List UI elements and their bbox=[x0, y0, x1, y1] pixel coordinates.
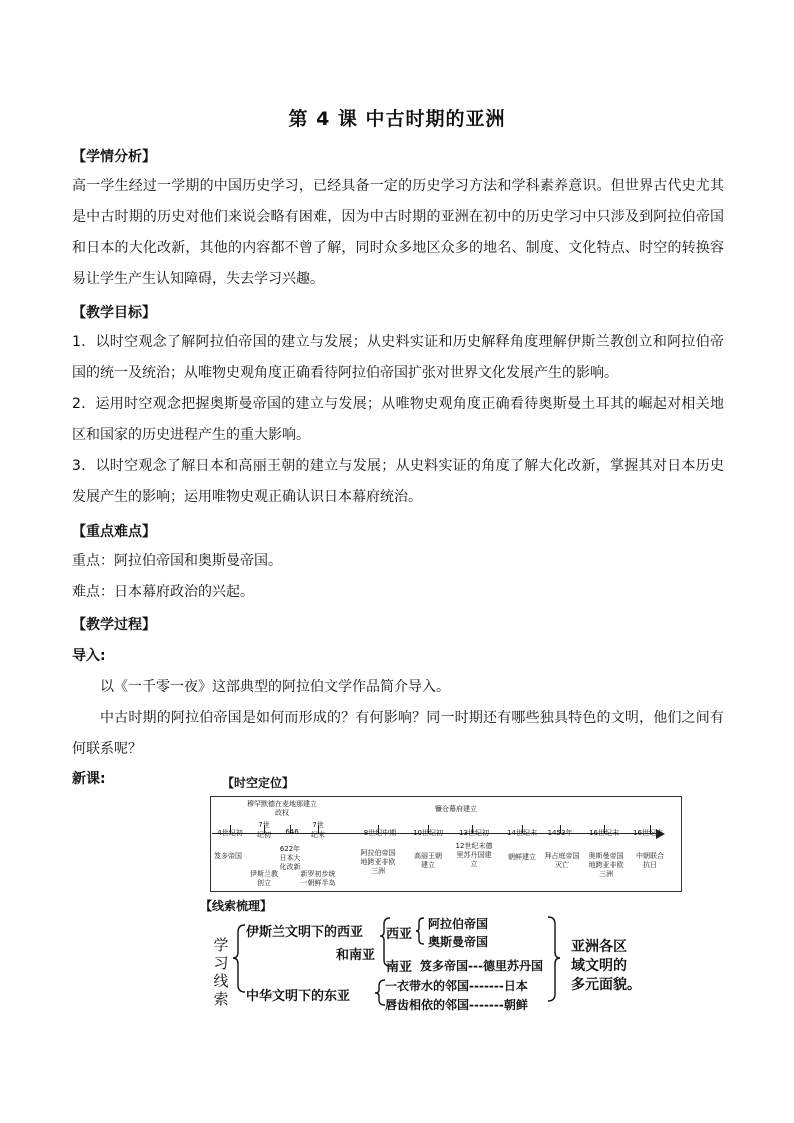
timeline-tick-label: 10世纪初 bbox=[413, 829, 443, 837]
timeline-event: 阿拉伯帝国地跨亚非欧三洲 bbox=[360, 849, 396, 875]
timeline-tick-label: 1453年 bbox=[547, 829, 573, 837]
intro-line-1: 以《一千零一夜》这部典型的阿拉伯文学作品简介导入。 bbox=[100, 679, 450, 695]
clue-heading: 【线索梳理】 bbox=[200, 899, 273, 913]
summary-line: 多元面貌。 bbox=[571, 977, 641, 993]
timeline-tick-label: 8世纪中期 bbox=[363, 829, 397, 837]
timeline-tick-label: 4世纪初 bbox=[217, 829, 243, 837]
timeline-event: 奥斯曼帝国地跨亚非欧三洲 bbox=[588, 852, 624, 878]
timeline-event: 伊斯兰教创立 bbox=[250, 870, 278, 887]
intro-heading: 导入: bbox=[72, 648, 106, 664]
timeline-event: 新罗初步统一朝鲜半岛 bbox=[300, 870, 336, 887]
new-lesson-heading: 新课: bbox=[72, 771, 106, 787]
timeline-tick-label: 13世纪初 bbox=[459, 829, 489, 837]
summary-line: 域文明的 bbox=[571, 958, 627, 974]
timeline-event: 中朝联合抗日 bbox=[636, 852, 664, 869]
timeline-event: 622年日本大化改新 bbox=[279, 845, 301, 871]
side-char: 学 bbox=[213, 936, 229, 954]
timeline-top-event: 穆罕默德在麦地那建立政权 bbox=[247, 800, 317, 817]
goal-2: 2．运用时空观念把握奥斯曼帝国的建立与发展；从唯物史观角度正确看待奥斯曼土耳其的崛起对相关地区和国家的历史进程产生的重大影响。 bbox=[72, 396, 724, 443]
timeline-tick-label: 16世纪末 bbox=[633, 829, 663, 837]
difficult-point: 难点：日本幕府政治的兴起。 bbox=[72, 584, 254, 600]
clue-xiya: 西亚 bbox=[386, 927, 413, 942]
section-heading-keypoints: 【重点难点】 bbox=[72, 524, 156, 540]
timeline-event: 朝鲜建立 bbox=[508, 853, 536, 861]
clue-west-subtitle: 和南亚 bbox=[336, 948, 376, 963]
goal-1: 1．以时空观念了解阿拉伯帝国的建立与发展；从史料实证和历史解释角度理解伊斯兰教创立和阿拉伯帝国的统一及统治；从唯物史观角度正确看待阿拉伯帝国扩张对世界文化发展产生的影响。 bbox=[72, 334, 724, 381]
section-heading-process: 【教学过程】 bbox=[72, 617, 156, 633]
timeline-tick-label: 16世纪末 bbox=[589, 829, 619, 837]
clue-gupta: 笈多帝国---德里苏丹国 bbox=[420, 959, 543, 973]
clue-east-title: 中华文明下的东亚 bbox=[246, 989, 351, 1004]
page-title: 第 4 课 中古时期的亚洲 bbox=[288, 108, 506, 130]
timeline-tick-label: 7世纪末 bbox=[311, 821, 325, 839]
summary-line: 亚洲各区 bbox=[571, 939, 627, 955]
clue-japan: 一衣带水的邻国-------日本 bbox=[385, 979, 528, 993]
timeline-event: 高丽王朝建立 bbox=[414, 852, 442, 869]
clue-korea: 唇齿相依的邻国-------朝鲜 bbox=[385, 998, 528, 1012]
key-point: 重点：阿拉伯帝国和奥斯曼帝国。 bbox=[72, 553, 282, 569]
clue-ottoman-empire: 奥斯曼帝国 bbox=[428, 935, 489, 949]
intro-line-2: 中古时期的阿拉伯帝国是如何而形成的？有何影响？同一时期还有哪些独具特色的文明，他们之间有何联系呢？ bbox=[72, 710, 724, 757]
timeline-event: 12世纪末德里苏丹国建立 bbox=[455, 842, 493, 868]
timeline-tick-label: 646 bbox=[285, 828, 299, 836]
clue-nanya: 南亚 bbox=[386, 960, 413, 975]
side-char: 线 bbox=[213, 972, 229, 990]
timeline-top-event: 镰仓幕府建立 bbox=[435, 805, 477, 813]
clue-west-title: 伊斯兰文明下的西亚 bbox=[246, 925, 364, 940]
clue-arab-empire: 阿拉伯帝国 bbox=[428, 917, 489, 931]
clue-summary bbox=[571, 938, 641, 995]
timeline-event: 拜占庭帝国灭亡 bbox=[544, 852, 580, 869]
side-char: 索 bbox=[213, 990, 229, 1008]
section-heading-analysis: 【学情分析】 bbox=[72, 149, 156, 165]
section-heading-goals: 【教学目标】 bbox=[72, 305, 156, 321]
timeline-event: 笈多帝国 bbox=[214, 852, 242, 860]
timeline-heading: 【时空定位】 bbox=[222, 776, 295, 790]
timeline-tick-label: 7世纪初 bbox=[257, 821, 271, 839]
side-char: 习 bbox=[213, 954, 229, 972]
timeline-tick-label: 14世纪末 bbox=[507, 829, 537, 837]
goal-3: 3．以时空观念了解日本和高丽王朝的建立与发展；从史料实证的角度了解大化改新，掌握其对日本历史发展产生的影响；运用唯物史观正确认识日本幕府统治。 bbox=[72, 458, 724, 505]
analysis-paragraph: 高一学生经过一学期的中国历史学习，已经具备一定的历史学习方法和学科素养意识。但世界古代史尤其是中古时期的历史对他们来说会略有困难，因为中古时期的亚洲在初中的历史学习中只涉及到阿拉伯帝国和日本的大化改新，其他的内容都不曾了解，同时众多地区众多的地名、制度、文化特点、时空的转换容易让学生产生认知障碍，失去学习兴趣。 bbox=[72, 178, 724, 287]
